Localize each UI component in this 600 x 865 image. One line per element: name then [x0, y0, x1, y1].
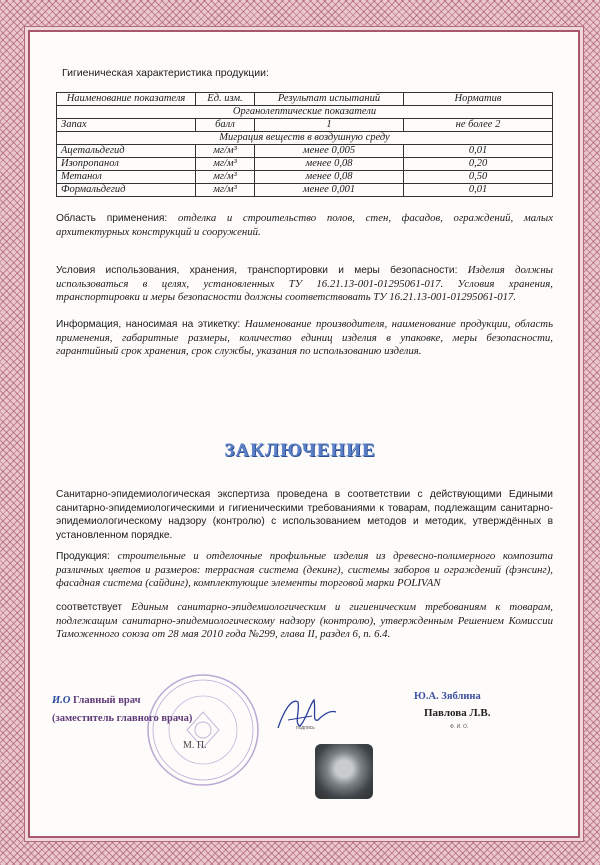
signer-name: Павлова Л.В.	[424, 707, 491, 719]
col-header-unit: Ед. изм.	[196, 93, 255, 106]
group-migration: Миграция веществ в воздушную среду	[57, 132, 553, 145]
table-group-row	[57, 132, 553, 145]
initials: И.О	[52, 695, 71, 706]
cell-unit: мг/м³	[196, 145, 255, 158]
cell-unit: мг/м³	[196, 171, 255, 184]
cell-norm: 0,20	[404, 158, 553, 171]
col-header-name: Наименование показателя	[57, 93, 196, 106]
cell-norm: 0,01	[404, 145, 553, 158]
cell-result: менее 0,08	[255, 171, 404, 184]
complies-text: Единым санитарно-эпидемиологическим и гигиеническим требованиям к товарам, подлежащим санитарно-эпидемиологическому надзору (контролю), утвержденным Решением Комиссии Таможенного союза от 28 мая 2010 года №299, глава II, раздел 6, п. 6.4.	[56, 601, 553, 640]
col-header-result: Результат испытаний	[255, 93, 404, 106]
section-title: Гигиеническая характеристика продукции:	[62, 67, 269, 79]
cell-result: менее 0,005	[255, 145, 404, 158]
table-group-row	[57, 106, 553, 119]
chief-label: Главный врач	[73, 695, 141, 706]
cell-unit: мг/м³	[196, 184, 255, 197]
conditions-label: Условия использования, хранения, транспортировки и меры безопасности:	[56, 265, 458, 276]
cell-result: 1	[255, 119, 404, 132]
hologram-sticker	[315, 744, 373, 799]
label-info-text: Наименование производителя, наименование продукции, область применения, габаритные размеры, количество единиц изделия в упаковке, меры безопасности, гарантийный срок хранения, срок службы, указания по использованию изделия.	[56, 318, 553, 357]
cell-norm: не более 2	[404, 119, 553, 132]
conditions-text: Изделия должны использоваться в целях, установленных ТУ 16.21.13-001-01295061-017. Условия хранения, транспортировки и меры безопасности должны соответствовать ТУ 16.21.13-001-01295061-017.	[56, 264, 553, 303]
cell-unit: мг/м³	[196, 158, 255, 171]
table-header-row	[57, 93, 553, 106]
col-header-norm: Норматив	[404, 93, 553, 106]
label-info-paragraph	[56, 318, 553, 359]
complies-paragraph	[56, 601, 553, 642]
cell-name: Формальдегид	[57, 184, 196, 197]
group-organoleptic: Органолептические показатели	[57, 106, 553, 119]
cell-name: Изопропанол	[57, 158, 196, 171]
table-row	[57, 158, 553, 171]
handwritten-signature	[270, 690, 340, 740]
product-paragraph	[56, 550, 553, 591]
cell-name: Метанол	[57, 171, 196, 184]
label-info-label: Информация, наносимая на этикетку:	[56, 319, 241, 330]
complies-label: соответствует	[56, 602, 123, 613]
conclusion-heading: ЗАКЛЮЧЕНИЕ	[224, 440, 376, 461]
cell-norm: 0,50	[404, 171, 553, 184]
table-row	[57, 145, 553, 158]
cell-result: менее 0,001	[255, 184, 404, 197]
table-row	[57, 119, 553, 132]
expertise-paragraph: Санитарно-эпидемиологическая экспертиза проведена в соответствии с действующими Едиными санитарно-эпидемиологическими и гигиеническими требованиями к товарам, подлежащим санитарно-эпидемиологическому надзору (контролю) с использованием методов и методик, утверждённых в установленном порядке.	[56, 489, 553, 541]
application-label: Область применения:	[56, 213, 168, 224]
fio-caption: Ф. И. О.	[450, 724, 469, 730]
conditions-paragraph	[56, 264, 553, 305]
cell-norm: 0,01	[404, 184, 553, 197]
table-row	[57, 184, 553, 197]
application-paragraph	[56, 212, 553, 239]
deputy-label: (заместитель главного врача)	[52, 713, 193, 724]
cell-name: Ацетальдегид	[57, 145, 196, 158]
round-stamp	[145, 672, 261, 788]
application-text: отделка и строительство полов, стен, фасадов, ограждений, малых архитектурных конструкций и сооружений.	[56, 212, 553, 238]
stamp-place-label: М. П.	[183, 740, 207, 751]
chief-doctor-title	[52, 695, 193, 724]
product-text: строительные и отделочные профильные изделия из древесно-полимерного композита различных цветов и размеров: террасная система (декинг), системы заборов и ограждений (фэнсинг), фасадная система (сайдинг), комплектующие элементы торговой марки POLIVAN	[56, 550, 553, 589]
parameters-table	[56, 92, 553, 197]
cell-result: менее 0,08	[255, 158, 404, 171]
cell-unit: балл	[196, 119, 255, 132]
cell-name: Запах	[57, 119, 196, 132]
product-label: Продукция:	[56, 551, 110, 562]
signature-caption: подпись	[296, 725, 315, 731]
table-row	[57, 171, 553, 184]
signer-name-handwritten: Ю.А. Зяблина	[414, 691, 481, 702]
